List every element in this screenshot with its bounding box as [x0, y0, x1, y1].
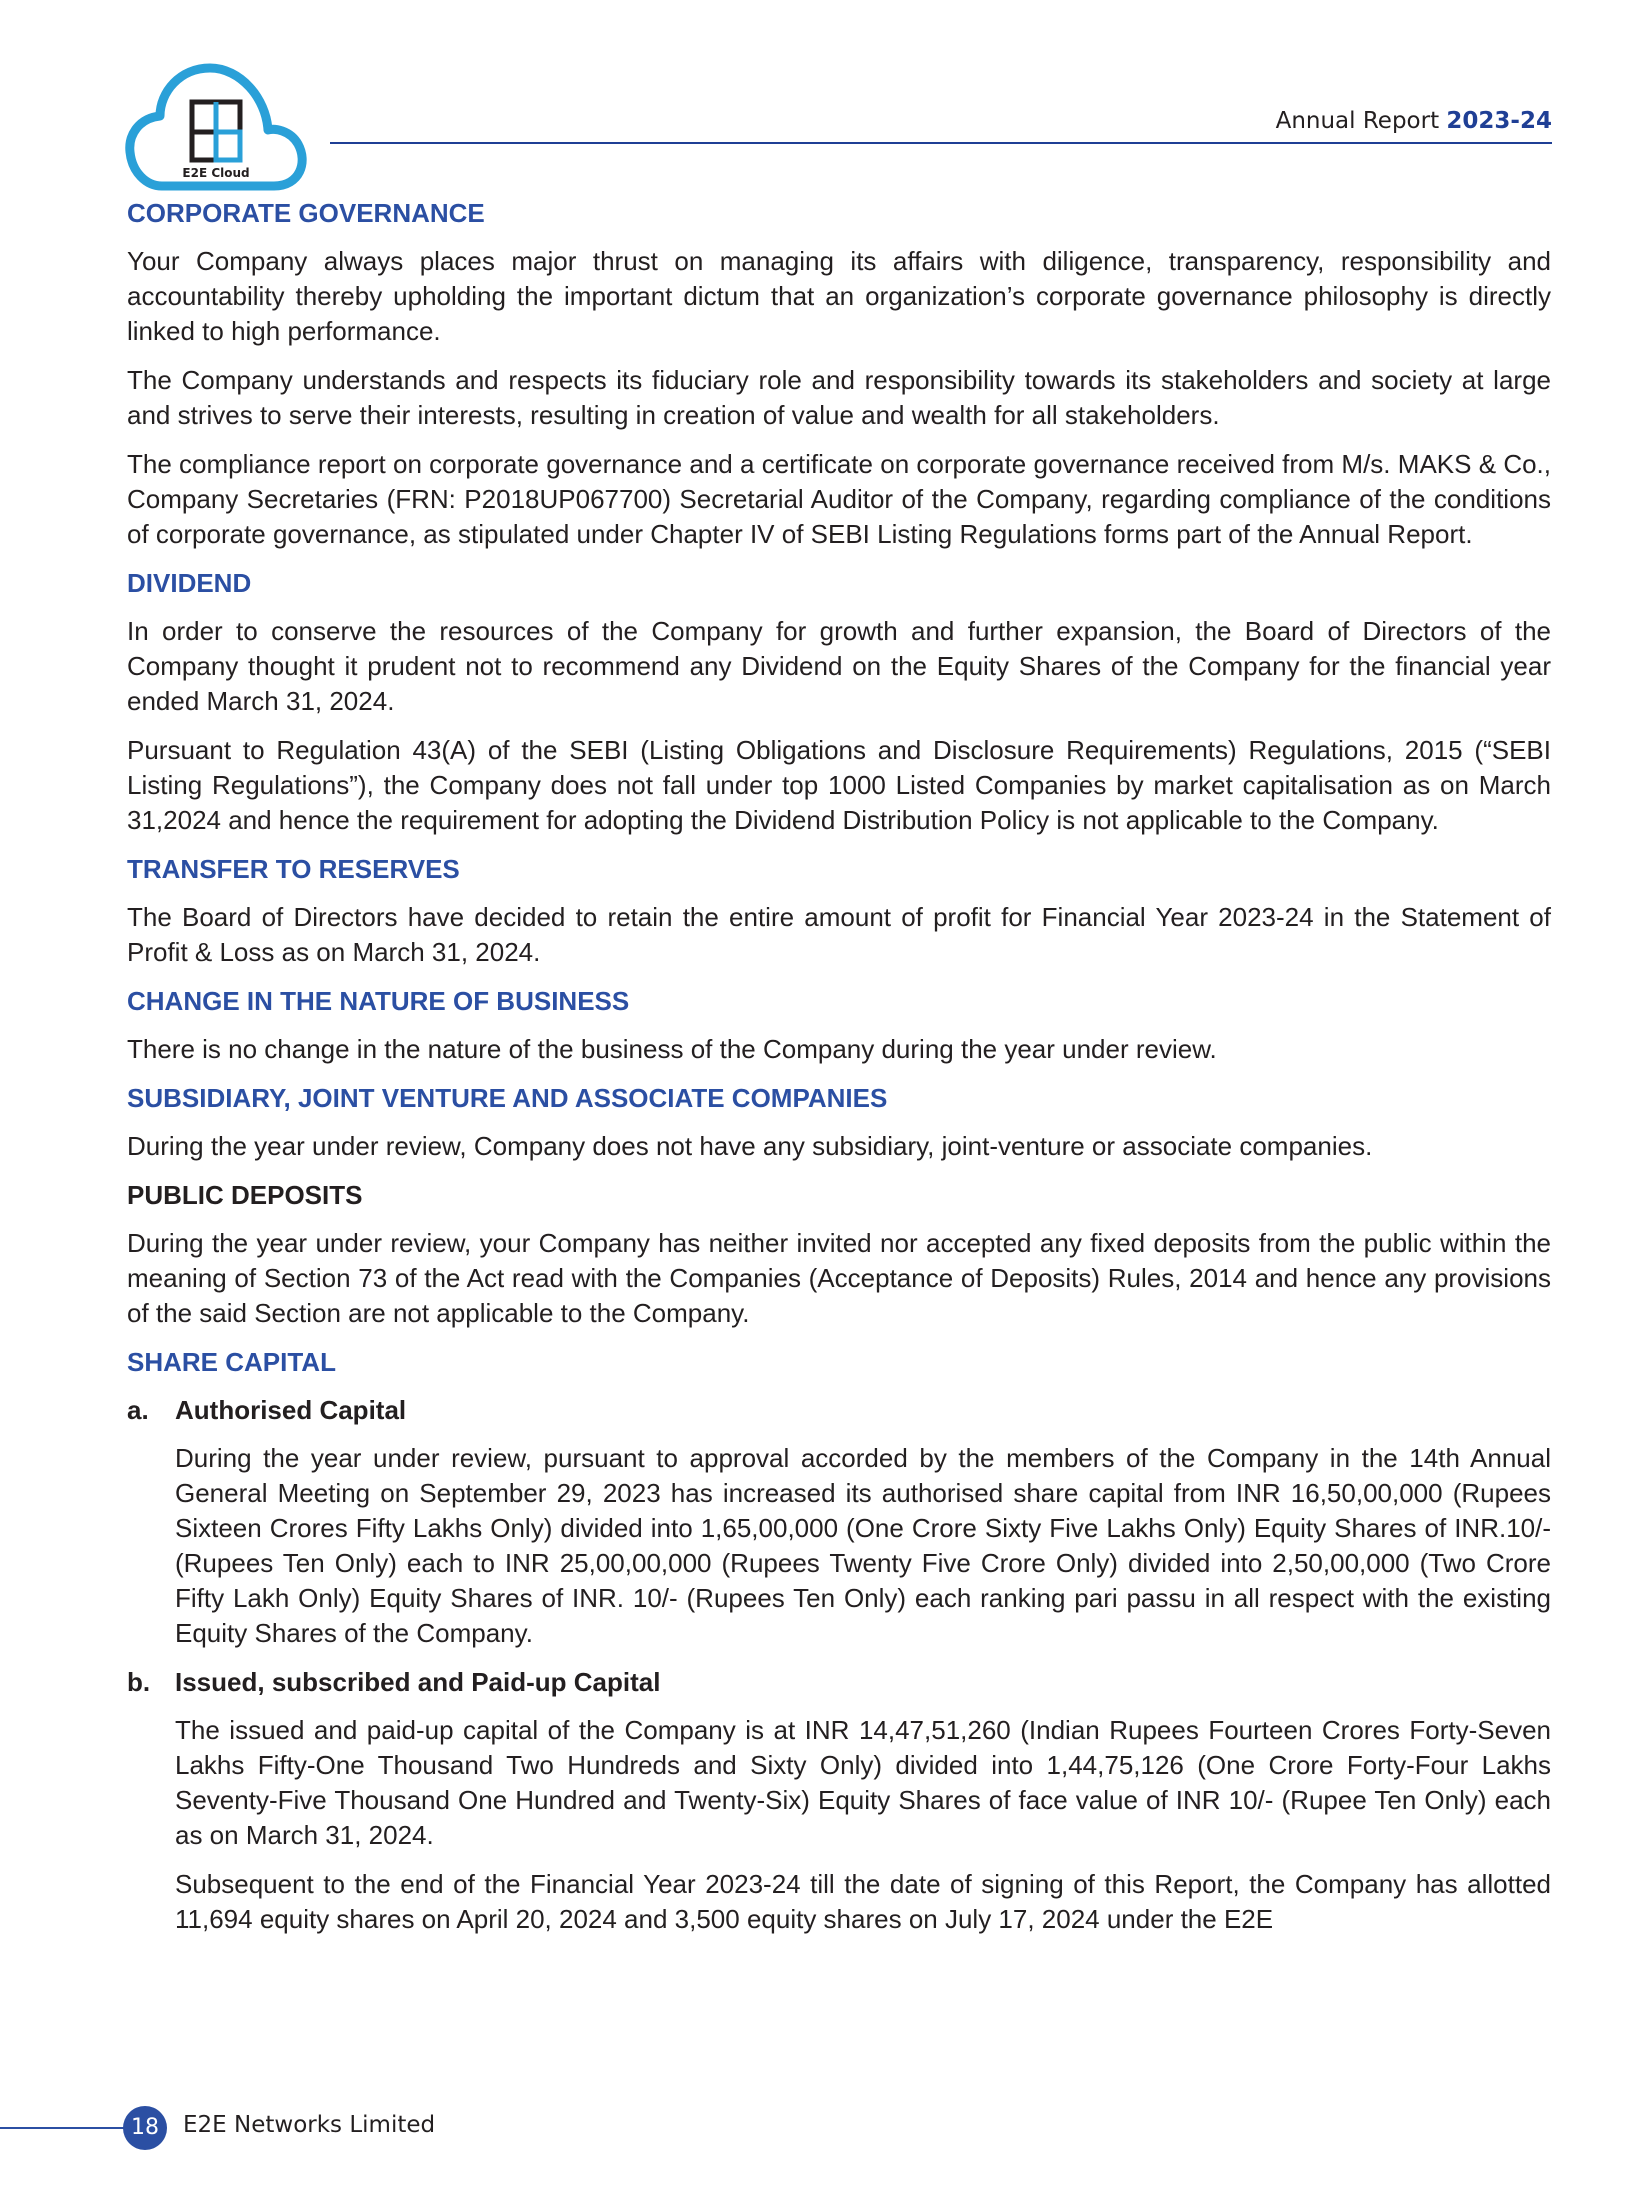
- header-rule: [330, 142, 1552, 144]
- report-year: 2023-24: [1446, 108, 1552, 134]
- paid-up-capital-subheading: [127, 1665, 1551, 1699]
- footer-rule: [0, 2127, 130, 2129]
- paid-up-capital-paragraph: The issued and paid-up capital of the Company is at INR 14,47,51,260 (Indian Rupees Fourteen Crores Forty-Seven Lakhs Fifty-One Thousand Two Hundreds and Sixty Only) divided into 1,44,75,126 (One Crore Forty-Four Lakhs Seventy-Five Thousand One Hundred and Twenty-Six) Equity Shares of face value of INR 10/- (Rupee Ten Only) each as on March 31, 2024.: [175, 1715, 1551, 1850]
- share-capital-heading: SHARE CAPITAL: [127, 1347, 336, 1377]
- list-marker: b.: [127, 1667, 151, 1697]
- report-title: [1276, 108, 1552, 134]
- list-marker: a.: [127, 1395, 149, 1425]
- transfer-to-reserves-heading: TRANSFER TO RESERVES: [127, 854, 460, 884]
- authorised-capital-subheading: [127, 1393, 1551, 1427]
- report-body: [127, 196, 1551, 1951]
- change-in-business-heading: CHANGE IN THE NATURE OF BUSINESS: [127, 986, 630, 1016]
- corporate-governance-heading: CORPORATE GOVERNANCE: [127, 198, 485, 228]
- paid-up-capital-paragraph: Subsequent to the end of the Financial Year 2023-24 till the date of signing of this Report, the Company has allotted 11,694 equity shares on April 20, 2024 and 3,500 equity shares on July 17, 2024 under the E2E: [175, 1869, 1551, 1934]
- dividend-paragraph: Pursuant to Regulation 43(A) of the SEBI (Listing Obligations and Disclosure Requirements) Regulations, 2015 (“SEBI Listing Regulations”), the Company does not fall under top 1000 Listed Companies by market capitalisation as on March 31,2024 and hence the requirement for adopting the Dividend Distribution Policy is not applicable to the Company.: [127, 735, 1551, 835]
- footer-company-name: E2E Networks Limited: [183, 2112, 436, 2138]
- public-deposits-paragraph: During the year under review, your Company has neither invited nor accepted any fixed deposits from the public within the meaning of Section 73 of the Act read with the Companies (Acceptance of Deposits) Rules, 2014 and hence any provisions of the said Section are not applicable to the Company.: [127, 1228, 1551, 1328]
- logo-text: E2E Cloud: [182, 166, 250, 180]
- change-in-business-paragraph: There is no change in the nature of the business of the Company during the year under review.: [127, 1034, 1217, 1064]
- public-deposits-heading: PUBLIC DEPOSITS: [127, 1180, 363, 1210]
- transfer-to-reserves-paragraph: The Board of Directors have decided to retain the entire amount of profit for Financial Year 2023-24 in the Statement of Profit & Loss as on March 31, 2024.: [127, 902, 1551, 967]
- subsidiary-heading: SUBSIDIARY, JOINT VENTURE AND ASSOCIATE COMPANIES: [127, 1083, 888, 1113]
- subheading-title: Authorised Capital: [175, 1395, 407, 1425]
- report-label: Annual Report: [1275, 108, 1440, 134]
- subheading-title: Issued, subscribed and Paid-up Capital: [175, 1667, 661, 1697]
- dividend-paragraph: In order to conserve the resources of the Company for growth and further expansion, the Board of Directors of the Company thought it prudent not to recommend any Dividend on the Equity Shares of the Company for the financial year ended March 31, 2024.: [127, 616, 1551, 716]
- dividend-heading: DIVIDEND: [127, 568, 252, 598]
- subsidiary-paragraph: During the year under review, Company does not have any subsidiary, joint-venture or associate companies.: [127, 1131, 1373, 1161]
- corporate-governance-paragraph: Your Company always places major thrust on managing its affairs with diligence, transparency, responsibility and accountability thereby upholding the important dictum that an organization’s corporate governance philosophy is directly linked to high performance.: [127, 246, 1551, 346]
- corporate-governance-paragraph: The compliance report on corporate governance and a certificate on corporate governance received from M/s. MAKS & Co., Company Secretaries (FRN: P2018UP067700) Secretarial Auditor of the Company, regarding compliance of the conditions of corporate governance, as stipulated under Chapter IV of SEBI Listing Regulations forms part of the Annual Report.: [127, 449, 1551, 549]
- authorised-capital-paragraph: During the year under review, pursuant to approval accorded by the members of the Company in the 14th Annual General Meeting on September 29, 2023 has increased its authorised share capital from INR 16,50,00,000 (Rupees Sixteen Crores Fifty Lakhs Only) divided into 1,65,00,000 (One Crore Sixty Five Lakhs Only) Equity Shares of INR.10/- (Rupees Ten Only) each to INR 25,00,00,000 (Rupees Twenty Five Crore Only) divided into 2,50,00,000 (Two Crore Fifty Lakh Only) Equity Shares of INR. 10/- (Rupees Ten Only) each ranking pari passu in all respect with the existing Equity Shares of the Company.: [175, 1443, 1551, 1648]
- e2e-cloud-logo: [122, 58, 312, 192]
- corporate-governance-paragraph: The Company understands and respects its fiduciary role and responsibility towards its stakeholders and society at large and strives to serve their interests, resulting in creation of value and wealth for all stakeholders.: [127, 365, 1551, 430]
- page-number: 18: [123, 2106, 167, 2150]
